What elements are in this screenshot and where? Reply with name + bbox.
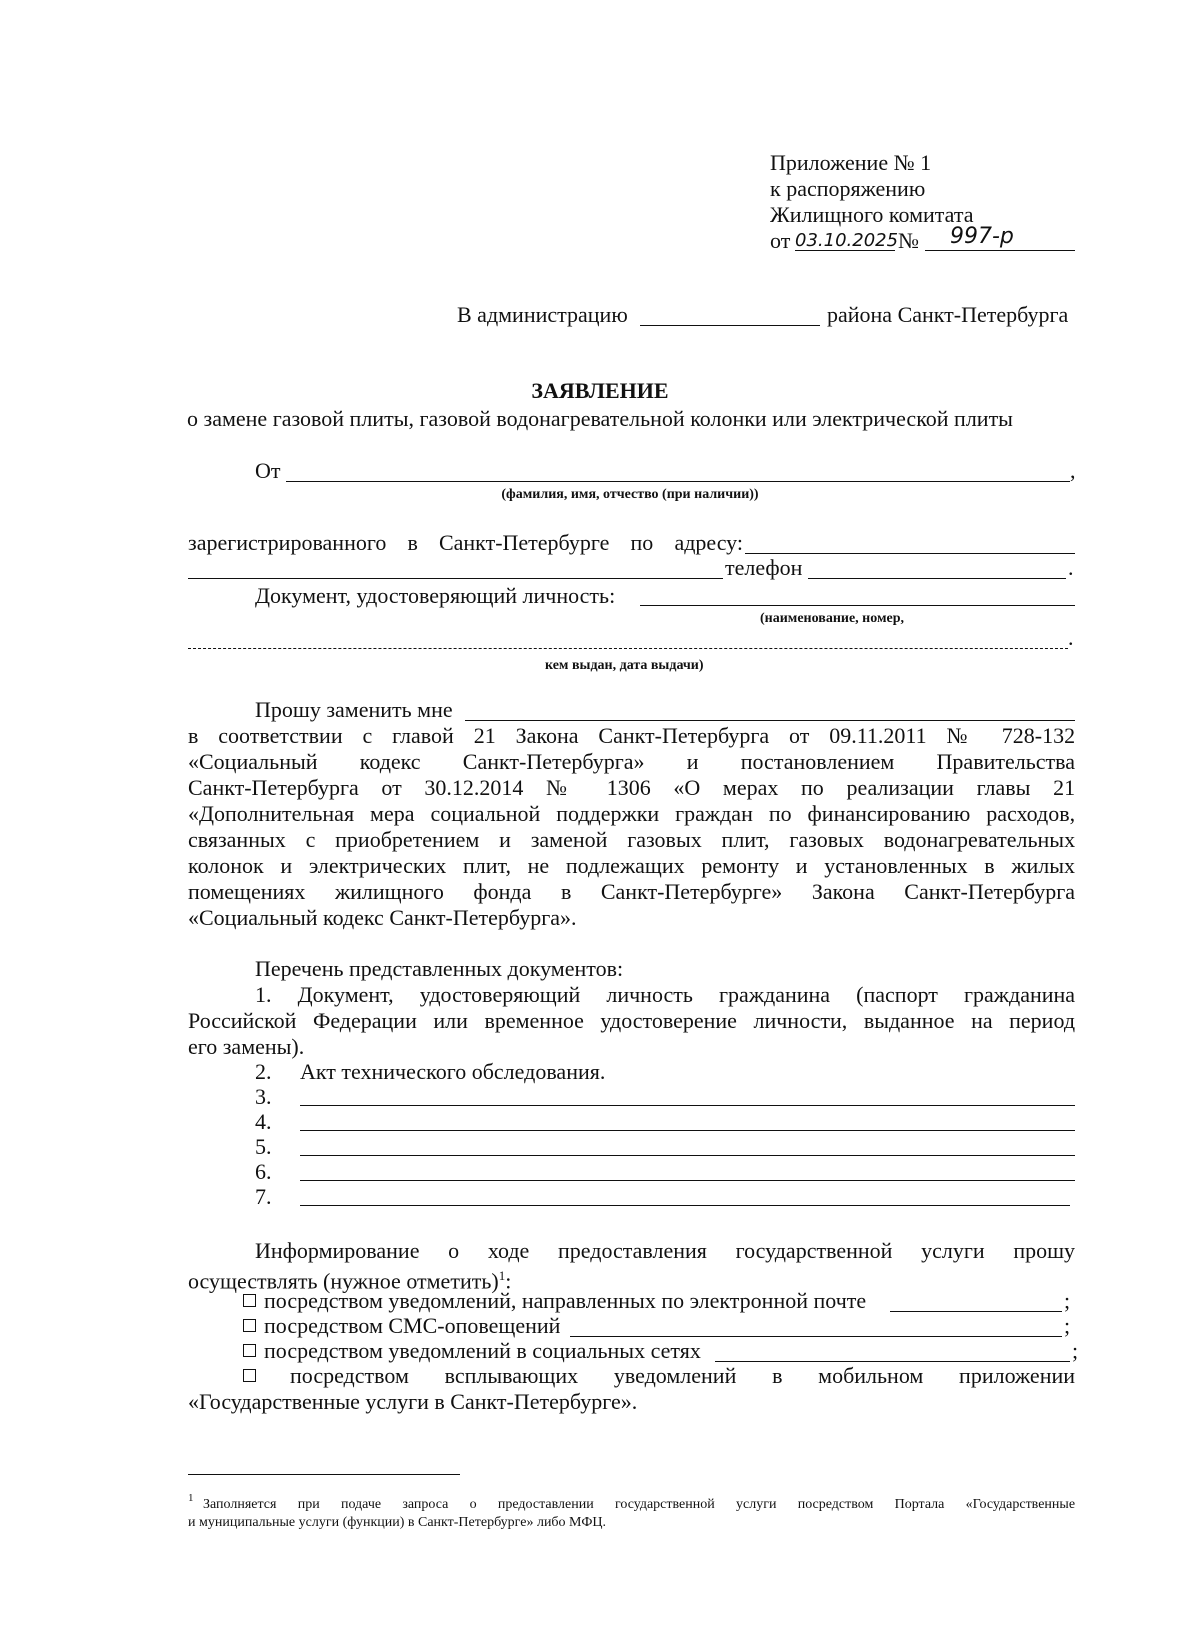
doc-2-text: Акт технического обследования. bbox=[300, 1059, 606, 1084]
from-field-line[interactable] bbox=[286, 481, 1070, 482]
id-doc-hint-1: (наименование, номер, bbox=[760, 611, 905, 626]
body-line-1: в соответствии с главой 21 Закона Санкт-Петербурга от 09.11.2011 № 728-132 bbox=[188, 723, 1076, 748]
body-line-7: помещениях жилищного фонда в Санкт-Петербурге» Закона Санкт-Петербурга bbox=[188, 879, 1075, 904]
document-title: ЗАЯВЛЕНИЕ bbox=[531, 378, 669, 403]
sms-checkbox[interactable] bbox=[243, 1319, 256, 1332]
doc-6-field-line[interactable] bbox=[300, 1180, 1075, 1181]
address-label: зарегистрированного в Санкт-Петербурге по адресу: bbox=[188, 530, 744, 555]
id-doc-hint-2: кем выдан, дата выдачи) bbox=[545, 658, 704, 673]
social-checkbox[interactable] bbox=[243, 1344, 256, 1357]
doc-5-field-line[interactable] bbox=[300, 1155, 1075, 1156]
from-comma: , bbox=[1070, 458, 1076, 483]
email-field-line[interactable] bbox=[890, 1311, 1062, 1312]
doc-1-line-1: 1. Документ, удостоверяющий личность гражданина (паспорт гражданина bbox=[255, 982, 1076, 1007]
phone-label: телефон bbox=[725, 555, 803, 580]
body-line-6: колонок и электрических плит, не подлежащих ремонту и установленных в жилых bbox=[188, 853, 1076, 878]
from-hint: (фамилия, имя, отчество (при наличии)) bbox=[501, 487, 759, 502]
inform-line-2: осуществлять (нужное отметить)$^1$: bbox=[188, 1268, 512, 1294]
body-line-3: Санкт-Петербурга от 30.12.2014 № 1306 «О мерах по реализации главы 21 bbox=[188, 775, 1076, 800]
mobile-app-checkbox[interactable] bbox=[243, 1369, 256, 1382]
appendix-number-value: 997-р bbox=[950, 224, 1014, 249]
doc-3-number: 3. bbox=[255, 1084, 272, 1109]
sms-field-line[interactable] bbox=[570, 1336, 1062, 1337]
appendix-number-prefix: № bbox=[898, 228, 919, 253]
footnote-line-1: Заполняется при подаче запроса о предоставлении государственной услуги посредством Портала «Государственные bbox=[203, 1497, 1076, 1512]
appendix-date-value: 03.10.2025 bbox=[795, 230, 899, 251]
option-sms-end: ; bbox=[1064, 1313, 1071, 1338]
option-social-end: ; bbox=[1072, 1338, 1079, 1363]
option-email-end: ; bbox=[1064, 1288, 1071, 1313]
footnote-line-2: и муниципальные услуги (функции) в Санкт-Петербурге» либо МФЦ. bbox=[188, 1515, 606, 1530]
appendix-number-line bbox=[925, 250, 1075, 251]
id-doc-field-line-2[interactable] bbox=[188, 648, 1068, 649]
option-email[interactable]: посредством уведомлений, направленных по электронной почте bbox=[243, 1288, 866, 1314]
docs-heading: Перечень представленных документов: bbox=[255, 956, 624, 981]
id-doc-label: Документ, удостоверяющий личность: bbox=[255, 583, 616, 608]
request-label: Прошу заменить мне bbox=[255, 697, 453, 722]
appendix-date-line bbox=[795, 250, 895, 251]
appendix-date-prefix: от bbox=[770, 228, 791, 253]
id-doc-field-line-1[interactable] bbox=[640, 605, 1075, 606]
addressee-prefix: В администрацию bbox=[457, 302, 628, 327]
doc-7-field-line[interactable] bbox=[300, 1205, 1070, 1206]
body-line-2: «Социальный кодекс Санкт-Петербурга» и постановлением Правительства bbox=[188, 749, 1075, 774]
option-mobile-line-1: посредством всплывающих уведомлений в мобильном приложении bbox=[290, 1363, 1076, 1388]
from-label: От bbox=[255, 458, 281, 483]
doc-6-number: 6. bbox=[255, 1159, 272, 1184]
footnote-separator bbox=[188, 1474, 460, 1475]
appendix-line-2: к распоряжению bbox=[770, 176, 926, 201]
body-line-4: «Дополнительная мера социальной поддержки граждан по финансированию расходов, bbox=[188, 801, 1076, 826]
doc-4-number: 4. bbox=[255, 1109, 272, 1134]
body-last-line: «Социальный кодекс Санкт-Петербурга». bbox=[188, 905, 577, 930]
email-checkbox[interactable] bbox=[243, 1294, 256, 1307]
address-field-line-2[interactable] bbox=[188, 578, 723, 579]
id-doc-period: . bbox=[1068, 625, 1074, 650]
doc-3-field-line[interactable] bbox=[300, 1105, 1075, 1106]
appendix-line-3: Жилищного комитата bbox=[770, 202, 974, 227]
request-field-line[interactable] bbox=[465, 720, 1075, 721]
appendix-line-1: Приложение № 1 bbox=[770, 150, 932, 175]
doc-2-number: 2. bbox=[255, 1059, 272, 1084]
body-line-5: связанных с приобретением и заменой газовых плит, газовых водонагревательных bbox=[188, 827, 1076, 852]
doc-1-line-2: Российской Федерации или временное удостоверение личности, выданное на период bbox=[188, 1008, 1076, 1033]
document-subtitle: о замене газовой плиты, газовой водонагревательной колонки или электрической плиты bbox=[187, 406, 1013, 431]
doc-7-number: 7. bbox=[255, 1184, 272, 1209]
phone-field-line[interactable] bbox=[808, 578, 1066, 579]
doc-5-number: 5. bbox=[255, 1134, 272, 1159]
doc-4-field-line[interactable] bbox=[300, 1130, 1075, 1131]
option-sms[interactable]: посредством СМС-оповещений bbox=[243, 1313, 560, 1339]
inform-line-1: Информирование о ходе предоставления государственной услуги прошу bbox=[255, 1238, 1076, 1263]
social-field-line[interactable] bbox=[715, 1361, 1070, 1362]
doc-1-line-3: его замены). bbox=[188, 1034, 305, 1059]
district-field-line[interactable] bbox=[640, 325, 820, 326]
phone-period: . bbox=[1068, 555, 1074, 580]
footnote-mark: 1 bbox=[188, 1492, 194, 1504]
option-mobile-checkbox-wrap[interactable] bbox=[243, 1363, 264, 1389]
addressee-suffix: района Санкт-Петербурга bbox=[827, 302, 1069, 327]
address-field-line-1[interactable] bbox=[745, 553, 1075, 554]
option-social[interactable]: посредством уведомлений в социальных сетях bbox=[243, 1338, 701, 1364]
option-mobile-line-2: «Государственные услуги в Санкт-Петербурге». bbox=[188, 1389, 638, 1414]
